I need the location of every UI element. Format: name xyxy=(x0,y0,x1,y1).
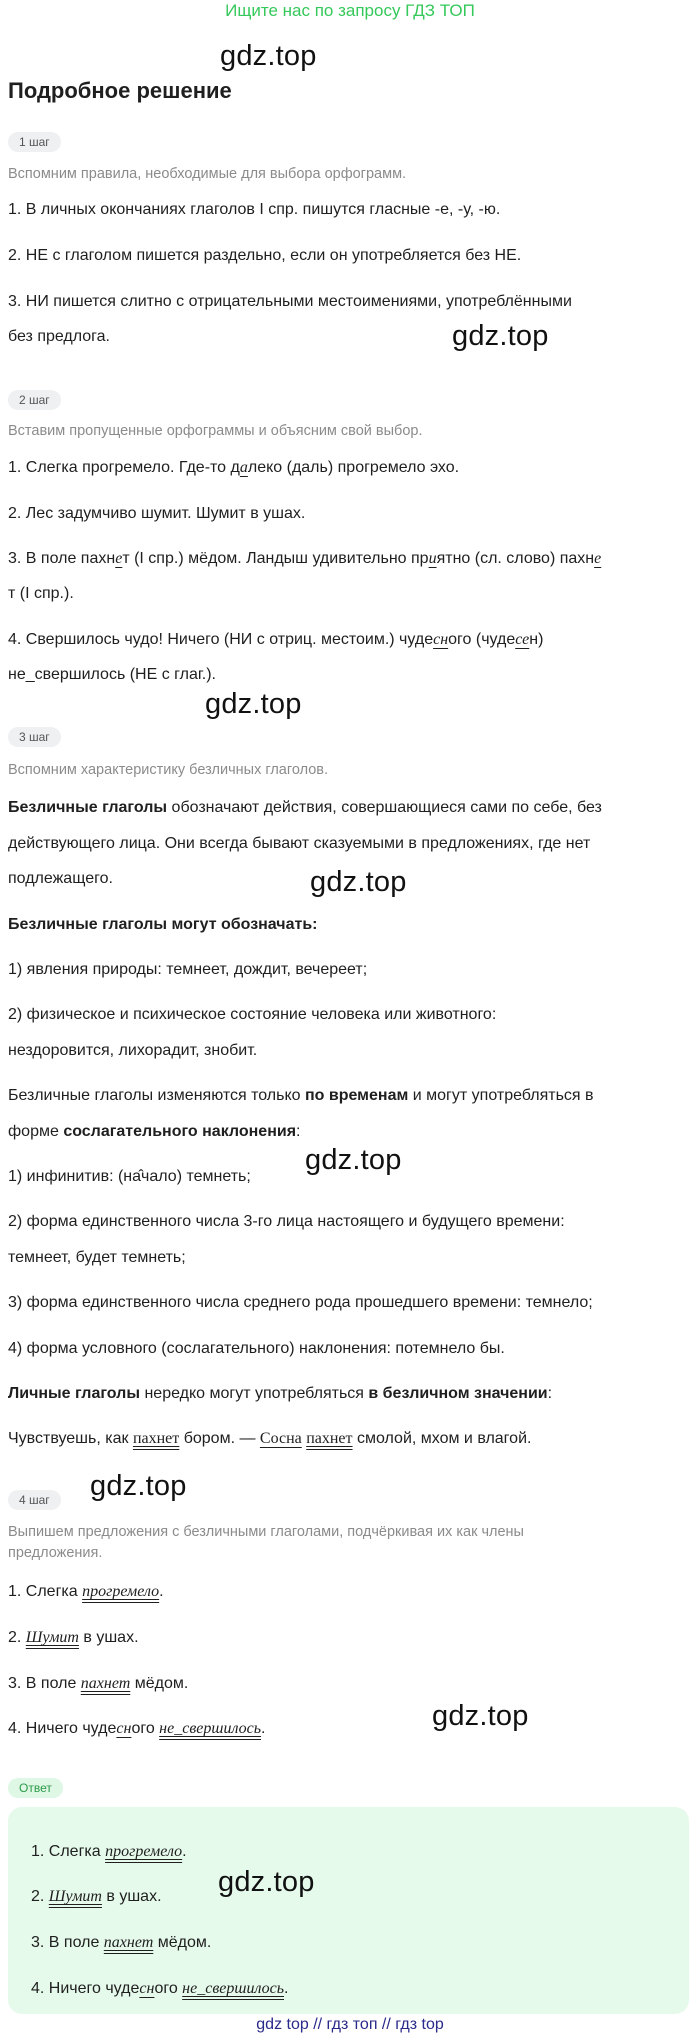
answer-sentence-1: 1. Слегка прогремело. xyxy=(31,1843,187,1860)
watermark: gdz.top xyxy=(310,866,407,898)
sentence-3: 3. В поле пахнет (I спр.) мёдом. Ландыш удивительно приятно (сл. слово) пахне xyxy=(8,550,602,567)
denote-item-1: 1) явления природы: темнеет, дождит, вечереет; xyxy=(8,961,368,978)
watermark: gdz.top xyxy=(452,320,549,352)
can-denote-heading: Безличные глаголы могут обозначать: xyxy=(8,916,318,933)
top-banner: Ищите нас по запросу ГДЗ ТОП xyxy=(225,1,475,20)
result-sentence-4: 4. Ничего чудесного не_свершилось. xyxy=(8,1720,266,1737)
footer-links[interactable]: gdz top // гдз топ // гдз top xyxy=(256,2016,444,2033)
watermark: gdz.top xyxy=(432,1700,529,1732)
watermark: gdz.top xyxy=(305,1144,402,1176)
step-2-badge: 2 шаг xyxy=(8,390,61,410)
example-line: Чувствуешь, как пахнет бором. — Сосна пахнет смолой, мхом и влагой. xyxy=(8,1430,532,1447)
step-3-badge: 3 шаг xyxy=(8,727,61,747)
step-4-description-continued: предложения. xyxy=(8,1545,103,1561)
rule-1: 1. В личных окончаниях глаголов I спр. пишутся гласные -е, -у, -ю. xyxy=(8,201,501,218)
definition-line-2: действующего лица. Они всегда бывают сказуемыми в предложениях, где нет xyxy=(8,835,591,852)
change-line-2: форме сослагательного наклонения: xyxy=(8,1123,301,1140)
step-1-badge: 1 шаг xyxy=(8,132,61,152)
step-2-description: Вставим пропущенные орфограммы и объясним свой выбор. xyxy=(8,423,423,439)
step-4-badge: 4 шаг xyxy=(8,1490,61,1510)
form-1: 1) инфинитив: (на̂чало) темнеть; xyxy=(8,1168,251,1185)
sentence-4: 4. Свершилось чудо! Ничего (НИ с отриц. местоим.) чудесного (чудесен) xyxy=(8,631,544,648)
result-sentence-1: 1. Слегка прогремело. xyxy=(8,1583,164,1600)
page-title: Подробное решение xyxy=(8,78,232,103)
step-1-description: Вспомним правила, необходимые для выбора орфограмм. xyxy=(8,166,407,182)
form-3: 3) форма единственного числа среднего рода прошедшего времени: темнело; xyxy=(8,1294,593,1311)
definition-line-3: подлежащего. xyxy=(8,870,113,887)
form-2: 2) форма единственного числа 3-го лица настоящего и будущего времени: xyxy=(8,1213,565,1230)
rule-3-continued: без предлога. xyxy=(8,328,110,345)
denote-item-2: 2) физическое и психическое состояние человека или животного: xyxy=(8,1006,497,1023)
change-line-1: Безличные глаголы изменяются только по временам и могут употребляться в xyxy=(8,1087,594,1104)
result-sentence-3: 3. В поле пахнет мёдом. xyxy=(8,1675,189,1692)
step-3-description: Вспомним характеристику безличных глаголов. xyxy=(8,762,329,778)
watermark: gdz.top xyxy=(218,1866,315,1898)
sentence-4-continued: не_свершилось (НЕ с глаг.). xyxy=(8,666,216,683)
answer-badge: Ответ xyxy=(8,1778,63,1798)
result-sentence-2: 2. Шумит в ушах. xyxy=(8,1629,139,1646)
sentence-2: 2. Лес задумчиво шумит. Шумит в ушах. xyxy=(8,505,306,522)
step-4-description: Выпишем предложения с безличными глаголами, подчёркивая их как члены xyxy=(8,1524,524,1540)
watermark: gdz.top xyxy=(205,688,302,720)
definition-line-1: Безличные глаголы обозначают действия, совершающиеся сами по себе, без xyxy=(8,799,602,816)
sentence-3-continued: т (I спр.). xyxy=(8,585,74,602)
form-2-continued: темнеет, будет темнеть; xyxy=(8,1249,186,1266)
answer-sentence-4: 4. Ничего чудесного не_свершилось. xyxy=(31,1980,289,1997)
watermark: gdz.top xyxy=(220,40,317,72)
answer-sentence-2: 2. Шумит в ушах. xyxy=(31,1888,162,1905)
sentence-1: 1. Слегка прогремело. Где-то далеко (даль) прогремело эхо. xyxy=(8,459,460,476)
answer-sentence-3: 3. В поле пахнет мёдом. xyxy=(31,1934,212,1951)
form-4: 4) форма условного (сослагательного) наклонения: потемнело бы. xyxy=(8,1340,505,1357)
rule-3: 3. НИ пишется слитно с отрицательными местоимениями, употреблёнными xyxy=(8,293,572,310)
watermark: gdz.top xyxy=(90,1470,187,1502)
rule-2: 2. НЕ с глаголом пишется раздельно, если он употребляется без НЕ. xyxy=(8,247,522,264)
personal-verbs-line: Личные глаголы нередко могут употребляться в безличном значении: xyxy=(8,1385,553,1402)
denote-item-2-continued: нездоровится, лихорадит, знобит. xyxy=(8,1042,258,1059)
